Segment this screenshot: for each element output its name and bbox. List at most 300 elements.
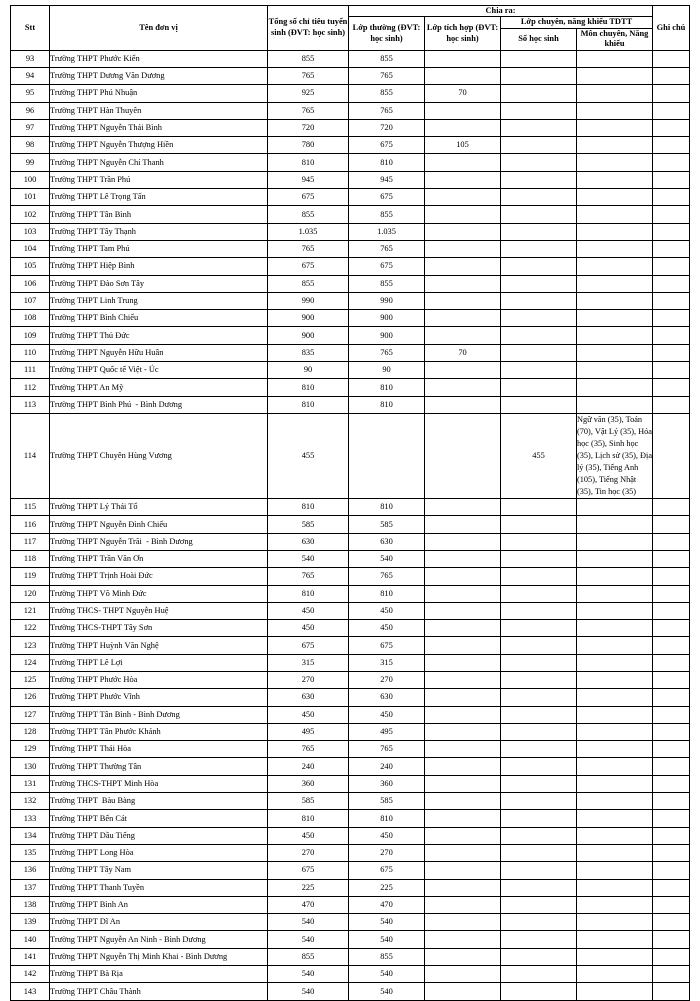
integrated-class-cell xyxy=(425,723,501,740)
row-index-cell: 135 xyxy=(11,844,50,861)
regular-class-cell: 765 xyxy=(349,67,425,84)
unit-name-cell: Trường THPT Hiệp Bình xyxy=(50,258,268,275)
regular-class-cell: 810 xyxy=(349,585,425,602)
specialized-subjects-cell xyxy=(577,292,653,309)
total-quota-cell: 450 xyxy=(268,706,349,723)
notes-cell xyxy=(653,931,690,948)
specialized-count-cell xyxy=(501,550,577,567)
regular-class-cell: 810 xyxy=(349,499,425,516)
regular-class-cell: 810 xyxy=(349,154,425,171)
unit-name-cell: Trường THPT Phước Hòa xyxy=(50,672,268,689)
specialized-count-cell xyxy=(501,396,577,413)
total-quota-cell: 855 xyxy=(268,275,349,292)
integrated-class-cell xyxy=(425,240,501,257)
table-row xyxy=(11,741,690,758)
row-index-cell: 133 xyxy=(11,810,50,827)
specialized-subjects-cell xyxy=(577,844,653,861)
specialized-count-cell xyxy=(501,827,577,844)
integrated-class-cell: 105 xyxy=(425,137,501,154)
specialized-subjects-cell xyxy=(577,585,653,602)
total-quota-cell: 585 xyxy=(268,793,349,810)
table-row xyxy=(11,827,690,844)
notes-cell xyxy=(653,637,690,654)
integrated-class-cell xyxy=(425,50,501,67)
specialized-count-cell xyxy=(501,327,577,344)
unit-name-cell: Trường THPT Thanh Tuyền xyxy=(50,879,268,896)
unit-name-cell: Trường THPT An Mỹ xyxy=(50,379,268,396)
notes-cell xyxy=(653,119,690,136)
regular-class-cell: 495 xyxy=(349,723,425,740)
specialized-subjects-cell xyxy=(577,327,653,344)
table-row xyxy=(11,775,690,792)
notes-cell xyxy=(653,672,690,689)
integrated-class-cell xyxy=(425,879,501,896)
specialized-count-cell xyxy=(501,516,577,533)
specialized-count-cell xyxy=(501,983,577,1000)
table-row xyxy=(11,879,690,896)
total-quota-cell: 450 xyxy=(268,602,349,619)
row-index-cell: 142 xyxy=(11,966,50,983)
specialized-subjects-cell xyxy=(577,310,653,327)
notes-cell xyxy=(653,879,690,896)
regular-class-cell: 315 xyxy=(349,654,425,671)
row-index-cell: 98 xyxy=(11,137,50,154)
integrated-class-cell xyxy=(425,67,501,84)
row-index-cell: 114 xyxy=(11,413,50,498)
unit-name-cell: Trường THPT Nguyễn Thái Bình xyxy=(50,119,268,136)
notes-cell xyxy=(653,602,690,619)
regular-class-cell: 585 xyxy=(349,793,425,810)
specialized-subjects-cell xyxy=(577,914,653,931)
specialized-subjects-cell xyxy=(577,775,653,792)
unit-name-cell: Trường THPT Nguyễn An Ninh - Bình Dương xyxy=(50,931,268,948)
integrated-class-cell xyxy=(425,862,501,879)
row-index-cell: 118 xyxy=(11,550,50,567)
specialized-count-cell xyxy=(501,499,577,516)
integrated-class-cell xyxy=(425,654,501,671)
specialized-count-cell xyxy=(501,344,577,361)
total-quota-cell: 855 xyxy=(268,948,349,965)
regular-class-cell: 900 xyxy=(349,310,425,327)
total-quota-cell: 765 xyxy=(268,102,349,119)
specialized-subjects-cell xyxy=(577,258,653,275)
table-row xyxy=(11,292,690,309)
total-quota-cell: 765 xyxy=(268,741,349,758)
specialized-subjects-cell xyxy=(577,793,653,810)
notes-cell xyxy=(653,292,690,309)
table-body xyxy=(11,50,690,1000)
regular-class-cell: 765 xyxy=(349,102,425,119)
row-index-cell: 126 xyxy=(11,689,50,706)
unit-name-cell: Trường THPT Quốc tế Việt - Úc xyxy=(50,362,268,379)
regular-class-cell: 675 xyxy=(349,637,425,654)
table-row xyxy=(11,550,690,567)
row-index-cell: 136 xyxy=(11,862,50,879)
table-header xyxy=(11,6,690,51)
notes-cell xyxy=(653,568,690,585)
unit-name-cell: Trường THPT Phước Kiển xyxy=(50,50,268,67)
table-row xyxy=(11,723,690,740)
specialized-count-cell xyxy=(501,844,577,861)
unit-name-cell: Trường THPT Thủ Đức xyxy=(50,327,268,344)
integrated-class-cell xyxy=(425,292,501,309)
total-quota-cell: 540 xyxy=(268,983,349,1000)
integrated-class-cell xyxy=(425,706,501,723)
regular-class-cell: 945 xyxy=(349,171,425,188)
table-row xyxy=(11,689,690,706)
specialized-count-cell xyxy=(501,533,577,550)
row-index-cell: 107 xyxy=(11,292,50,309)
integrated-class-cell xyxy=(425,499,501,516)
specialized-count-cell: 455 xyxy=(501,413,577,498)
specialized-count-cell xyxy=(501,206,577,223)
table-row xyxy=(11,620,690,637)
row-index-cell: 125 xyxy=(11,672,50,689)
column-header-breakdown: Chia ra: xyxy=(349,6,653,17)
integrated-class-cell xyxy=(425,758,501,775)
total-quota-cell: 450 xyxy=(268,827,349,844)
specialized-subjects-cell xyxy=(577,672,653,689)
notes-cell xyxy=(653,948,690,965)
regular-class-cell: 470 xyxy=(349,896,425,913)
specialized-count-cell xyxy=(501,896,577,913)
integrated-class-cell xyxy=(425,602,501,619)
unit-name-cell: Trường THPT Chuyên Hùng Vương xyxy=(50,413,268,498)
unit-name-cell: Trường THPT Đào Sơn Tây xyxy=(50,275,268,292)
notes-cell xyxy=(653,137,690,154)
table-row xyxy=(11,362,690,379)
total-quota-cell: 855 xyxy=(268,50,349,67)
notes-cell xyxy=(653,396,690,413)
table-row xyxy=(11,844,690,861)
notes-cell xyxy=(653,827,690,844)
notes-cell xyxy=(653,67,690,84)
integrated-class-cell xyxy=(425,189,501,206)
table-row xyxy=(11,189,690,206)
specialized-subjects-cell xyxy=(577,189,653,206)
notes-cell xyxy=(653,310,690,327)
notes-cell xyxy=(653,362,690,379)
row-index-cell: 100 xyxy=(11,171,50,188)
notes-cell xyxy=(653,516,690,533)
unit-name-cell: Trường THPT Lý Thái Tổ xyxy=(50,499,268,516)
specialized-count-cell xyxy=(501,189,577,206)
table-row xyxy=(11,793,690,810)
row-index-cell: 128 xyxy=(11,723,50,740)
total-quota-cell: 225 xyxy=(268,879,349,896)
notes-cell xyxy=(653,533,690,550)
specialized-subjects-cell xyxy=(577,102,653,119)
table-row xyxy=(11,758,690,775)
notes-cell xyxy=(653,706,690,723)
specialized-subjects-cell xyxy=(577,137,653,154)
row-index-cell: 120 xyxy=(11,585,50,602)
specialized-count-cell xyxy=(501,275,577,292)
regular-class-cell: 855 xyxy=(349,50,425,67)
row-index-cell: 95 xyxy=(11,85,50,102)
integrated-class-cell xyxy=(425,931,501,948)
specialized-count-cell xyxy=(501,171,577,188)
specialized-subjects-cell xyxy=(577,758,653,775)
regular-class-cell: 855 xyxy=(349,206,425,223)
row-index-cell: 110 xyxy=(11,344,50,361)
integrated-class-cell xyxy=(425,966,501,983)
row-index-cell: 116 xyxy=(11,516,50,533)
table-row xyxy=(11,896,690,913)
unit-name-cell: Trường THPT Lê Trọng Tấn xyxy=(50,189,268,206)
total-quota-cell: 585 xyxy=(268,516,349,533)
unit-name-cell: Trường THPT Tân Phước Khánh xyxy=(50,723,268,740)
specialized-subjects-cell xyxy=(577,723,653,740)
notes-cell xyxy=(653,240,690,257)
unit-name-cell: Trường THPT Nguyễn Hữu Huân xyxy=(50,344,268,361)
notes-cell xyxy=(653,327,690,344)
table-row xyxy=(11,637,690,654)
unit-name-cell: Trường THCS-THPT Minh Hòa xyxy=(50,775,268,792)
row-index-cell: 112 xyxy=(11,379,50,396)
unit-name-cell: Trường THPT Trần Phú xyxy=(50,171,268,188)
unit-name-cell: Trường THPT Dĩ An xyxy=(50,914,268,931)
integrated-class-cell: 70 xyxy=(425,344,501,361)
row-index-cell: 138 xyxy=(11,896,50,913)
unit-name-cell: Trường THCS- THPT Nguyễn Huệ xyxy=(50,602,268,619)
integrated-class-cell xyxy=(425,119,501,136)
integrated-class-cell xyxy=(425,550,501,567)
specialized-subjects-cell xyxy=(577,637,653,654)
table-row xyxy=(11,223,690,240)
specialized-count-cell xyxy=(501,793,577,810)
integrated-class-cell xyxy=(425,948,501,965)
notes-cell xyxy=(653,344,690,361)
unit-name-cell: Trường THPT Võ Minh Đức xyxy=(50,585,268,602)
unit-name-cell: Trường THPT Tây Nam xyxy=(50,862,268,879)
specialized-count-cell xyxy=(501,310,577,327)
row-index-cell: 101 xyxy=(11,189,50,206)
specialized-subjects-cell xyxy=(577,966,653,983)
table-row xyxy=(11,948,690,965)
notes-cell xyxy=(653,499,690,516)
column-header-student-count: Số học sinh xyxy=(501,28,577,50)
regular-class-cell: 540 xyxy=(349,983,425,1000)
integrated-class-cell xyxy=(425,310,501,327)
regular-class-cell: 765 xyxy=(349,568,425,585)
regular-class-cell: 450 xyxy=(349,827,425,844)
notes-cell xyxy=(653,275,690,292)
table-row xyxy=(11,499,690,516)
specialized-subjects-cell xyxy=(577,620,653,637)
unit-name-cell: Trường THPT Tây Thạnh xyxy=(50,223,268,240)
specialized-subjects-cell xyxy=(577,516,653,533)
row-index-cell: 94 xyxy=(11,67,50,84)
total-quota-cell: 360 xyxy=(268,775,349,792)
total-quota-cell: 810 xyxy=(268,585,349,602)
regular-class-cell: 675 xyxy=(349,258,425,275)
row-index-cell: 137 xyxy=(11,879,50,896)
regular-class-cell: 540 xyxy=(349,914,425,931)
specialized-count-cell xyxy=(501,723,577,740)
integrated-class-cell xyxy=(425,827,501,844)
specialized-subjects-cell xyxy=(577,396,653,413)
notes-cell xyxy=(653,862,690,879)
unit-name-cell: Trường THPT Trần Văn Ơn xyxy=(50,550,268,567)
total-quota-cell: 765 xyxy=(268,240,349,257)
notes-cell xyxy=(653,844,690,861)
table-row xyxy=(11,706,690,723)
specialized-count-cell xyxy=(501,223,577,240)
specialized-count-cell xyxy=(501,931,577,948)
specialized-count-cell xyxy=(501,914,577,931)
document-sheet xyxy=(10,5,690,1001)
notes-cell xyxy=(653,723,690,740)
unit-name-cell: Trường THPT Long Hòa xyxy=(50,844,268,861)
total-quota-cell: 675 xyxy=(268,189,349,206)
specialized-count-cell xyxy=(501,706,577,723)
unit-name-cell: Trường THPT Bàu Bàng xyxy=(50,793,268,810)
column-header-total-quota: Tổng số chỉ tiêu tuyển sinh (ĐVT: học sinh) xyxy=(268,6,349,51)
total-quota-cell: 925 xyxy=(268,85,349,102)
regular-class-cell: 450 xyxy=(349,620,425,637)
integrated-class-cell xyxy=(425,983,501,1000)
specialized-count-cell xyxy=(501,154,577,171)
integrated-class-cell xyxy=(425,914,501,931)
table-row xyxy=(11,50,690,67)
notes-cell xyxy=(653,775,690,792)
total-quota-cell: 900 xyxy=(268,310,349,327)
total-quota-cell: 675 xyxy=(268,258,349,275)
regular-class-cell: 585 xyxy=(349,516,425,533)
row-index-cell: 113 xyxy=(11,396,50,413)
regular-class-cell: 765 xyxy=(349,344,425,361)
row-index-cell: 93 xyxy=(11,50,50,67)
specialized-subjects-cell xyxy=(577,533,653,550)
regular-class-cell: 240 xyxy=(349,758,425,775)
specialized-count-cell xyxy=(501,810,577,827)
integrated-class-cell xyxy=(425,396,501,413)
total-quota-cell: 495 xyxy=(268,723,349,740)
unit-name-cell: Trường THPT Bình Chiểu xyxy=(50,310,268,327)
total-quota-cell: 470 xyxy=(268,896,349,913)
specialized-count-cell xyxy=(501,362,577,379)
specialized-subjects-cell xyxy=(577,741,653,758)
total-quota-cell: 1.035 xyxy=(268,223,349,240)
integrated-class-cell xyxy=(425,102,501,119)
table-row xyxy=(11,413,690,498)
total-quota-cell: 810 xyxy=(268,810,349,827)
table-row xyxy=(11,102,690,119)
notes-cell xyxy=(653,379,690,396)
table-row xyxy=(11,310,690,327)
row-index-cell: 97 xyxy=(11,119,50,136)
table-row xyxy=(11,119,690,136)
specialized-subjects-cell: Ngữ văn (35), Toán (70), Vật Lý (35), Hóa học (35), Sinh học (35), Lịch sử (35), Địa lý (35), Tiếng Anh (105), Tiếng Nhật (35), Tin học (35) xyxy=(577,413,653,498)
unit-name-cell: Trường THPT Bình Phú - Bình Dương xyxy=(50,396,268,413)
row-index-cell: 96 xyxy=(11,102,50,119)
table-row xyxy=(11,240,690,257)
row-index-cell: 99 xyxy=(11,154,50,171)
table-row xyxy=(11,931,690,948)
table-row xyxy=(11,966,690,983)
total-quota-cell: 945 xyxy=(268,171,349,188)
regular-class-cell xyxy=(349,413,425,498)
specialized-count-cell xyxy=(501,654,577,671)
specialized-count-cell xyxy=(501,948,577,965)
regular-class-cell: 810 xyxy=(349,396,425,413)
row-index-cell: 121 xyxy=(11,602,50,619)
specialized-count-cell xyxy=(501,102,577,119)
row-index-cell: 104 xyxy=(11,240,50,257)
total-quota-cell: 720 xyxy=(268,119,349,136)
unit-name-cell: Trường THPT Thái Hòa xyxy=(50,741,268,758)
total-quota-cell: 765 xyxy=(268,67,349,84)
specialized-subjects-cell xyxy=(577,240,653,257)
specialized-count-cell xyxy=(501,240,577,257)
unit-name-cell: Trường THPT Phước Vĩnh xyxy=(50,689,268,706)
specialized-count-cell xyxy=(501,879,577,896)
specialized-count-cell xyxy=(501,50,577,67)
notes-cell xyxy=(653,258,690,275)
integrated-class-cell xyxy=(425,793,501,810)
regular-class-cell: 225 xyxy=(349,879,425,896)
regular-class-cell: 990 xyxy=(349,292,425,309)
specialized-count-cell xyxy=(501,137,577,154)
specialized-subjects-cell xyxy=(577,983,653,1000)
integrated-class-cell xyxy=(425,896,501,913)
table-row xyxy=(11,602,690,619)
notes-cell xyxy=(653,758,690,775)
regular-class-cell: 90 xyxy=(349,362,425,379)
notes-cell xyxy=(653,896,690,913)
total-quota-cell: 780 xyxy=(268,137,349,154)
unit-name-cell: Trường THPT Tam Phú xyxy=(50,240,268,257)
specialized-subjects-cell xyxy=(577,344,653,361)
row-index-cell: 102 xyxy=(11,206,50,223)
notes-cell xyxy=(653,154,690,171)
table-row xyxy=(11,516,690,533)
specialized-count-cell xyxy=(501,379,577,396)
integrated-class-cell xyxy=(425,379,501,396)
specialized-subjects-cell xyxy=(577,85,653,102)
total-quota-cell: 990 xyxy=(268,292,349,309)
specialized-subjects-cell xyxy=(577,154,653,171)
total-quota-cell: 810 xyxy=(268,379,349,396)
specialized-subjects-cell xyxy=(577,654,653,671)
specialized-subjects-cell xyxy=(577,948,653,965)
table-row xyxy=(11,379,690,396)
specialized-subjects-cell xyxy=(577,879,653,896)
row-index-cell: 103 xyxy=(11,223,50,240)
regular-class-cell: 855 xyxy=(349,85,425,102)
specialized-count-cell xyxy=(501,119,577,136)
total-quota-cell: 240 xyxy=(268,758,349,775)
row-index-cell: 115 xyxy=(11,499,50,516)
table-row xyxy=(11,810,690,827)
row-index-cell: 123 xyxy=(11,637,50,654)
notes-cell xyxy=(653,983,690,1000)
regular-class-cell: 900 xyxy=(349,327,425,344)
notes-cell xyxy=(653,585,690,602)
specialized-count-cell xyxy=(501,862,577,879)
specialized-subjects-cell xyxy=(577,602,653,619)
specialized-count-cell xyxy=(501,672,577,689)
specialized-count-cell xyxy=(501,620,577,637)
row-index-cell: 140 xyxy=(11,931,50,948)
regular-class-cell: 855 xyxy=(349,275,425,292)
integrated-class-cell xyxy=(425,275,501,292)
table-row xyxy=(11,154,690,171)
total-quota-cell: 540 xyxy=(268,931,349,948)
notes-cell xyxy=(653,620,690,637)
integrated-class-cell xyxy=(425,223,501,240)
